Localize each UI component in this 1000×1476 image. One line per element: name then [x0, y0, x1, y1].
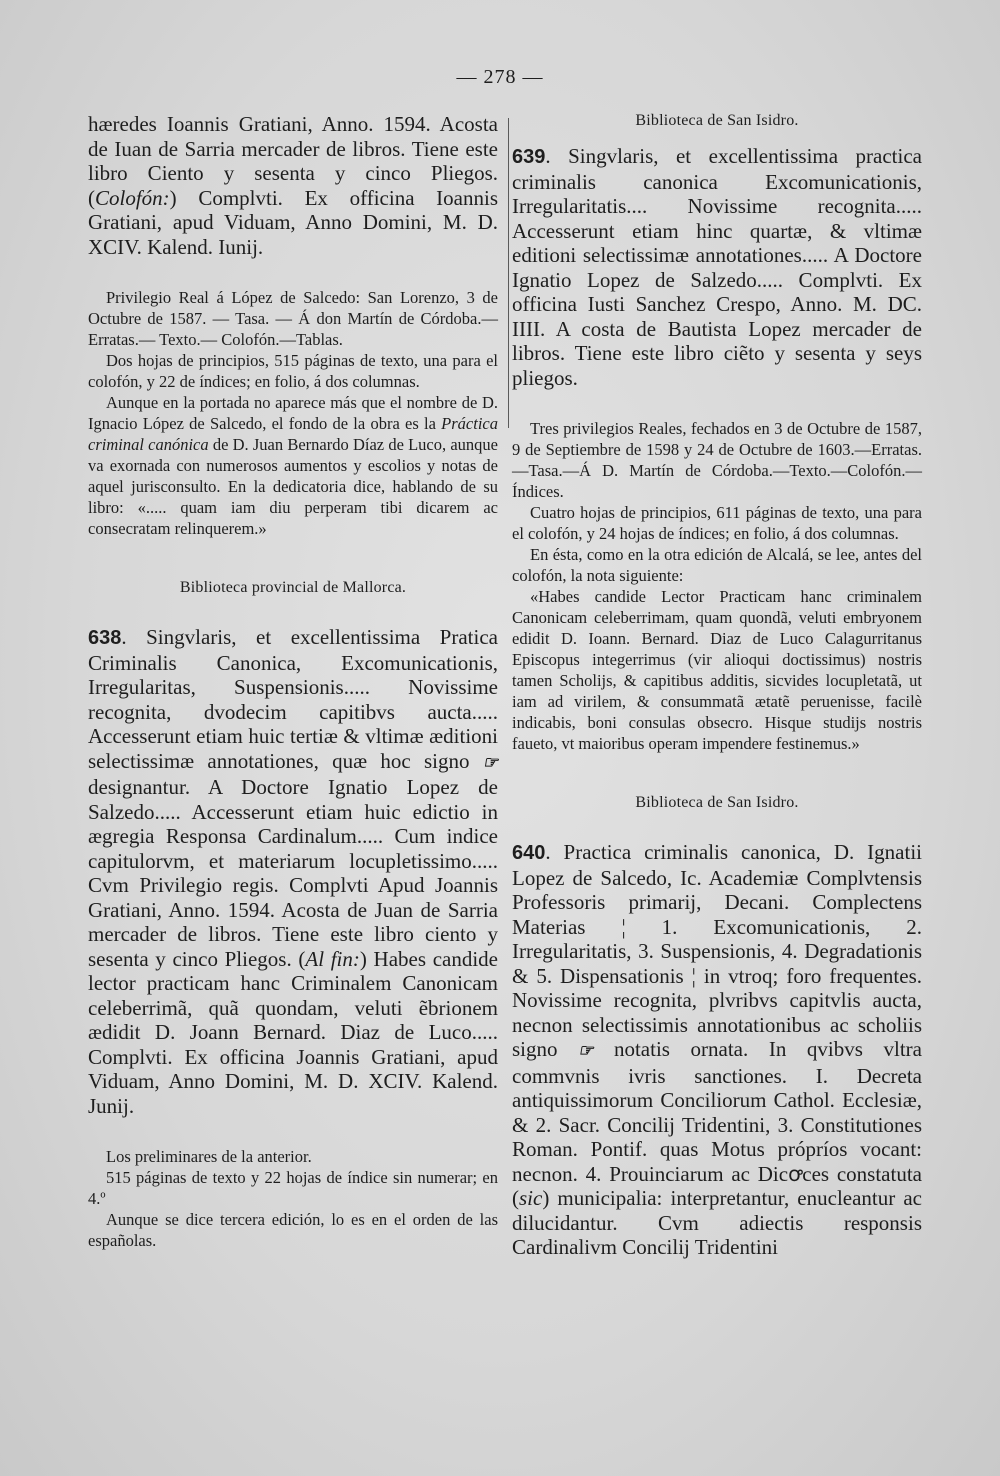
- column-divider: [508, 118, 509, 428]
- entry-637-tail: hæredes Ioannis Gratiani, Anno. 1594. Acosta de Iuan de Sarria mercader de libros. Tiene este libro Ciento y sesenta y cinco Pliegos. (Colofón:) Complvti. Ex officina Ioannis Gratiani, apud Viduam, Anno Domini, M. D. XCIV. Kalend. Iunij.: [88, 112, 498, 259]
- right-column: [512, 112, 922, 1260]
- library-label: Biblioteca provincial de Mallorca.: [179, 579, 407, 596]
- pointing-hand-icon: ☞: [482, 752, 498, 772]
- entry-number: 639: [512, 146, 546, 168]
- note-pages: Dos hojas de principios, 515 páginas de texto, una para el colofón, y 22 de índices; en folio, á dos columnas.: [88, 351, 498, 391]
- page-number: — 278 —: [456, 66, 544, 88]
- pointing-hand-icon: ☞: [578, 1041, 594, 1060]
- note-edition: En ésta, como en la otra edición de Alcalá, se lee, antes del colofón, la nota siguiente:: [512, 545, 922, 585]
- note-edition: Aunque se dice tercera edición, lo es en el orden de las españolas.: [88, 1210, 498, 1250]
- entry-number: 640: [512, 842, 546, 864]
- entry-640: 640. Practica criminalis canonica, D. Ignatii Lopez de Salcedo, Ic. Academiæ Complvtensis Professoris primarij, Decani. Complectens Materias ¦ 1. Excomunicationis, 2. Irregularitatis, 3. Suspensionis, 4. Degradationis & 5. Dispensationis ¦ in vtroq; foro frequentes. Novissime recognita, plvribvs capitvlis aucta, necnon selectissimis annotationibus ac scholiis signo ☞ notatis ornata. In qvibvs vltra commvnis ivris sanctiones. I. Decreta antiquissimorum Conciliorum Cathol. Ecclesiæ, & 2. Sacr. Concilij Tridentini, 3. Constitutiones Roman. Pontif. quas Motus própríos vocant: necnon. 4. Prouinciarum ac Dicꝍces constatuta (sic) municipalia: interpretantur, enucleantur ac dilucidantur. Cvm adiectis responsis Cardinalivm Concilij Tridentini: [512, 840, 923, 1259]
- note-pages-638: 515 páginas de texto y 22 hojas de índice sin numerar; en 4.º: [88, 1168, 498, 1208]
- note-pages: Cuatro hojas de principios, 611 páginas de texto, una para el colofón, y 24 hojas de índices; en folio, á dos columnas.: [512, 503, 922, 543]
- note-quote: «Habes candide Lector Practicam hanc criminalem Canonicam celeberrimam, quam quondã, veluti embryonem edidit D. Ioann. Bernard. Diaz de Luco Calagurritanus Episcopus integerrimus (vir alioqui doctissimus) nostris tamen Scholijs, & capitibus additis, sicvides locupletatã, ut iam ad virilem, & consummatã ætatẽ peruenisse, facilè indicabis, boni consulas obsecro. Hisque studijs nostris faueto, vt maioribus operam impendere festinemus.»: [512, 587, 922, 753]
- library-label: Biblioteca de San Isidro.: [635, 794, 799, 811]
- note-preliminares: Los preliminares de la anterior.: [106, 1147, 312, 1166]
- note-privileges: Privilegio Real á López de Salcedo: San Lorenzo, 3 de Octubre de 1587. — Tasa. — Á don Martín de Córdoba.— Erratas.— Texto.— Colofón.—Tablas.: [88, 288, 498, 349]
- entry-number: 638: [88, 627, 122, 649]
- note-commentary: Aunque en la portada no aparece más que el nombre de D. Ignacio López de Salcedo, el fondo de la obra es la Práctica criminal canónica de D. Juan Bernardo Díaz de Luco, aunque va exornada con numerosos aumentos y escolios y notas de aquel jurisconsulto. En la dedicatoria dice, hablando de su libro: «..... quam iam diu perperam tibi dicarem ac consecratam relinquerem.»: [88, 393, 498, 538]
- left-column: [88, 112, 498, 1251]
- note-privileges: Tres privilegios Reales, fechados en 3 de Octubre de 1587, 9 de Septiembre de 1598 y 24 de Octubre de 1603.—Erratas.—Tasa.—Á D. Martín de Córdoba.—Texto.—Colofón.—Índices.: [512, 419, 922, 501]
- entry-638: 638. Singvlaris, et excellentissima Pratica Criminalis Canonica, Excomunicationis, Irregularitas, Suspensionis..... Novissime recognita, dvodecim capitibvs aucta..... Accesserunt etiam huic tertiæ & vltimæ æditioni selectissimæ annotationes, quæ hoc signo ☞ designantur. A Doctore Ignatio Lopez de Salzedo..... Accesserunt etiam huic edictio in ægregia Responsa Cardinalum..... Cum indice capitulorvm, et materiarum locupletissimo..... Cvm Privilegio regis. Complvti Apud Joannis Gratiani, Anno. 1594. Acosta de Juan de Sarria mercader de libros. Tiene este libro ciento y sesenta y cinco Pliegos. (Al fin:) Habes candide lector practicam hanc Criminalem Canonicam celeberrimã, quã quondam, veluti ẽbrionem ædidit D. Joann Bernard. Diaz de Luco..... Complvti. Ex officina Joannis Gratiani, apud Viduam, Anno Domini, M. D. XCIV. Kalend. Junij.: [88, 625, 498, 1118]
- entry-639: 639. Singvlaris, et excellentissima practica criminalis canonica Excomunicationis, Irregularitatis.... Novissime recognita..... Accesserunt etiam hinc quartæ, & vltimæ editioni selectissimæ annotationes..... A Doctore Ignatio Lopez de Salzedo..... Complvti. Ex officina Iusti Sanchez Crespo, Anno. M. DC. IIII. A costa de Bautista Lopez mercader de libros. Tiene este libro ciẽto y sesenta y seys pliegos.: [512, 144, 922, 390]
- library-label: Biblioteca de San Isidro.: [635, 112, 799, 129]
